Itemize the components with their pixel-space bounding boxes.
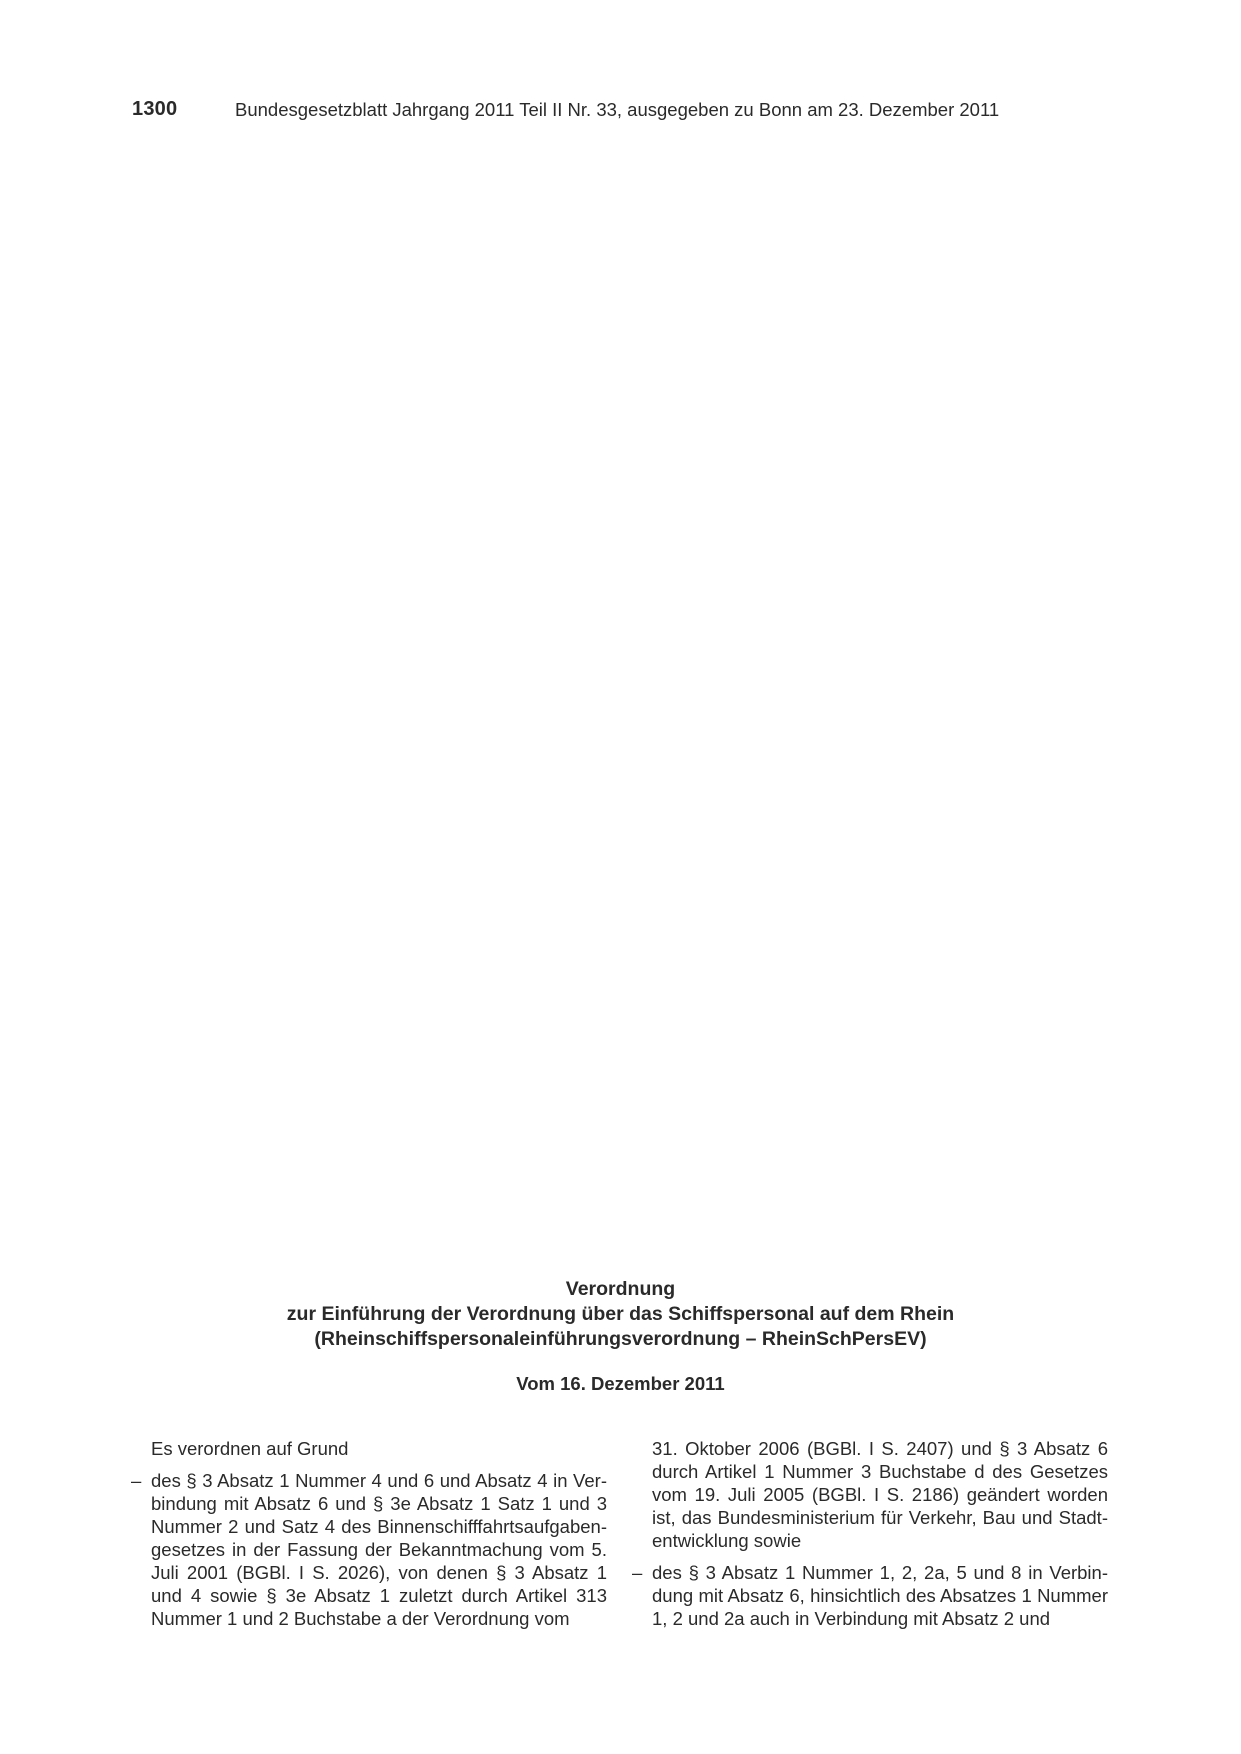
page-number: 1300: [132, 98, 178, 120]
title-line-1: Verordnung: [565, 1278, 676, 1300]
dash-marker: –: [131, 1470, 142, 1491]
document-date: Vom 16. Dezember 2011: [516, 1373, 725, 1394]
right-column: [632, 1437, 1108, 1639]
intro-text: Es verordnen auf Grund: [151, 1438, 349, 1459]
running-head: Bundesgesetzblatt Jahrgang 2011 Teil II Nr. 33, ausgegeben zu Bonn am 23. Dezember 2011: [235, 99, 1000, 120]
title-line-2: zur Einführung der Verordnung über das Schiffspersonal auf dem Rhein: [286, 1303, 955, 1325]
title-line-3: (Rheinschiffspersonaleinführungsverordnung – RheinSchPersEV): [314, 1328, 927, 1350]
list-item-continuation: 31. Oktober 2006 (BGBl. I S. 2407) und § 3 Absatz 6 durch Artikel 1 Nummer 3 Buchstabe d des Gesetzes vom 19. Juli 2005 (BGBl. I S. 2186) geändert worden ist, das Bundesministerium für Verkehr, Bau und Stadtentwicklung sowie: [652, 1438, 1108, 1551]
page-header: [0, 98, 1241, 128]
list-item-text: des § 3 Absatz 1 Nummer 1, 2, 2a, 5 und 8 in Verbindung mit Absatz 6, hinsichtlich des Absatzes 1 Nummer 1, 2 und 2a auch in Verbindung mit Absatz 2 und: [652, 1562, 1108, 1629]
dash-marker: –: [632, 1562, 643, 1583]
document-title: [0, 1277, 1241, 1352]
list-item-text: des § 3 Absatz 1 Nummer 4 und 6 und Absatz 4 in Verbindung mit Absatz 6 und § 3e Absatz 1 Satz 1 und 3 Nummer 2 und Satz 4 des Binnenschifffahrtsaufgabengesetzes in der Fassung der Bekanntmachung vom 5. Juli 2001 (BGBl. I S. 2026), von denen § 3 Absatz 1 und 4 sowie § 3e Absatz 1 zuletzt durch Artikel 313 Nummer 1 und 2 Buchstabe a der Verordnung vom: [151, 1470, 607, 1629]
list-item: [632, 1561, 1108, 1630]
left-column: [131, 1437, 607, 1639]
list-item: [131, 1469, 607, 1630]
